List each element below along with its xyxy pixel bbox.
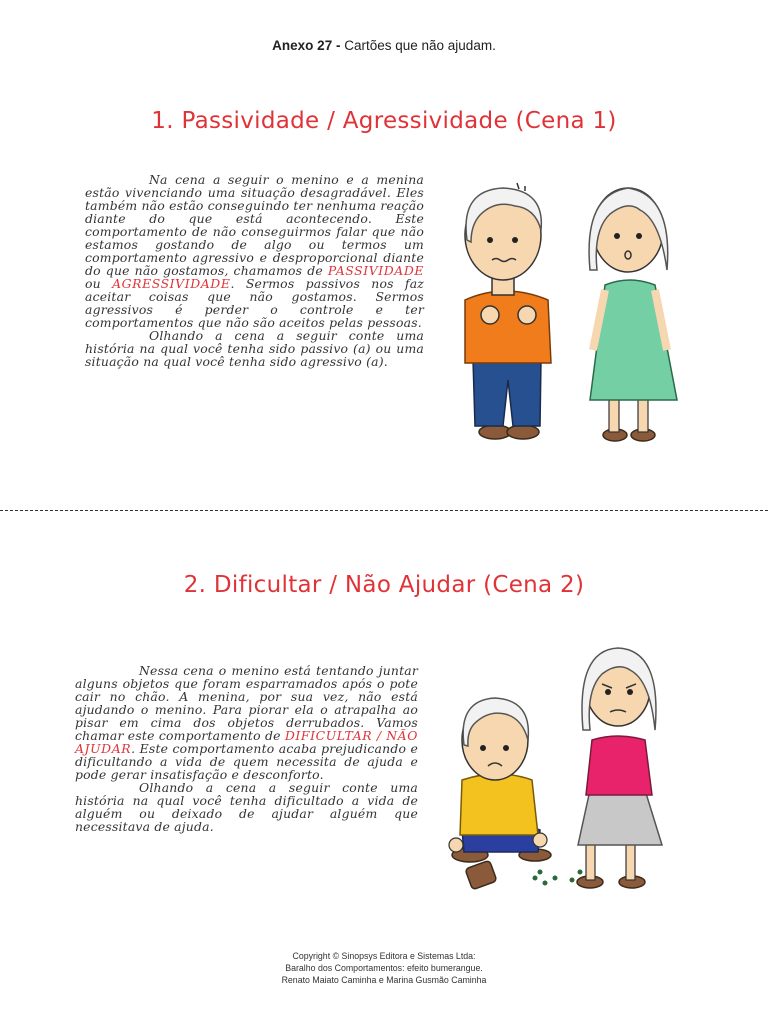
card2-paragraph-1: Nessa cena o menino está tentando juntar alguns objetos que foram esparramados após o pote cair no chão. A menina, por sua vez, não está ajudando o menino. Para piorar ela o atrapalha ao pisar em cima dos objetos derrubados. Vamos chamar este comportamento de DIFICULTAR / NÃO AJUDAR. Este comportamento acaba prejudicando e dificultando a vida de quem necessita de ajuda e pode gerar insatisfação e desconforto. bbox=[75, 663, 418, 782]
highlight-agressividade: AGRESSIVIDADE bbox=[112, 276, 231, 291]
annex-number: Anexo 27 - bbox=[272, 38, 341, 53]
highlight-passividade: PASSIVIDADE bbox=[327, 263, 424, 278]
card1-paragraph-1: Na cena a seguir o menino e a menina estão vivenciando uma situação desagradável. Eles também não estão conseguindo ter nenhuma reação diante do que está acontecendo. Este comportamento de não conseguirmos falar que não estamos gostando de algo ou termos um comportamento agressivo e desproporcional diante do que não gostamos, chamamos de PASSIVIDADE ou AGRESSIVIDADE. Sermos passivos nos faz aceitar coisas que não gostamos. Sermos agressivos é perder o controle e ter comportamentos que não são aceitos pelas pessoas. bbox=[85, 172, 425, 330]
annex-heading bbox=[0, 38, 768, 53]
card1-title: 1. Passividade / Agressividade (Cena 1) bbox=[151, 108, 617, 134]
cut-line-divider bbox=[0, 510, 768, 511]
kneeling-boy-figure bbox=[449, 698, 558, 890]
book-title-line: Baralho dos Comportamentos: efeito bumerangue. bbox=[285, 963, 483, 973]
scene1-illustration bbox=[445, 170, 685, 450]
copyright-line: Copyright © Sinopsys Editora e Sistemas Ltda: bbox=[292, 951, 476, 961]
girl-figure bbox=[589, 188, 677, 441]
card1-paragraph-2: Olhando a cena a seguir conte uma história na qual você tenha sido passivo (a) ou uma situação na qual você tenha sido agressivo (a). bbox=[85, 328, 424, 369]
boy-figure bbox=[465, 183, 551, 439]
card1-text bbox=[85, 173, 424, 368]
card2-text bbox=[75, 664, 418, 833]
card2-paragraph-2: Olhando a cena a seguir conte uma história na qual você tenha dificultado a vida de alguém ou deixado de ajudar alguém que necessitava de ajuda. bbox=[75, 780, 418, 834]
authors-line: Renato Maiato Caminha e Marina Gusmão Caminha bbox=[281, 975, 487, 985]
scene2-illustration bbox=[440, 640, 690, 910]
card2-title: 2. Dificultar / Não Ajudar (Cena 2) bbox=[183, 572, 585, 598]
copyright-footer bbox=[0, 950, 768, 986]
annex-subtitle: Cartões que não ajudam. bbox=[344, 38, 496, 53]
standing-girl-figure bbox=[570, 648, 663, 888]
highlight-dificultar: DIFICULTAR / NÃO AJUDAR bbox=[75, 728, 418, 756]
